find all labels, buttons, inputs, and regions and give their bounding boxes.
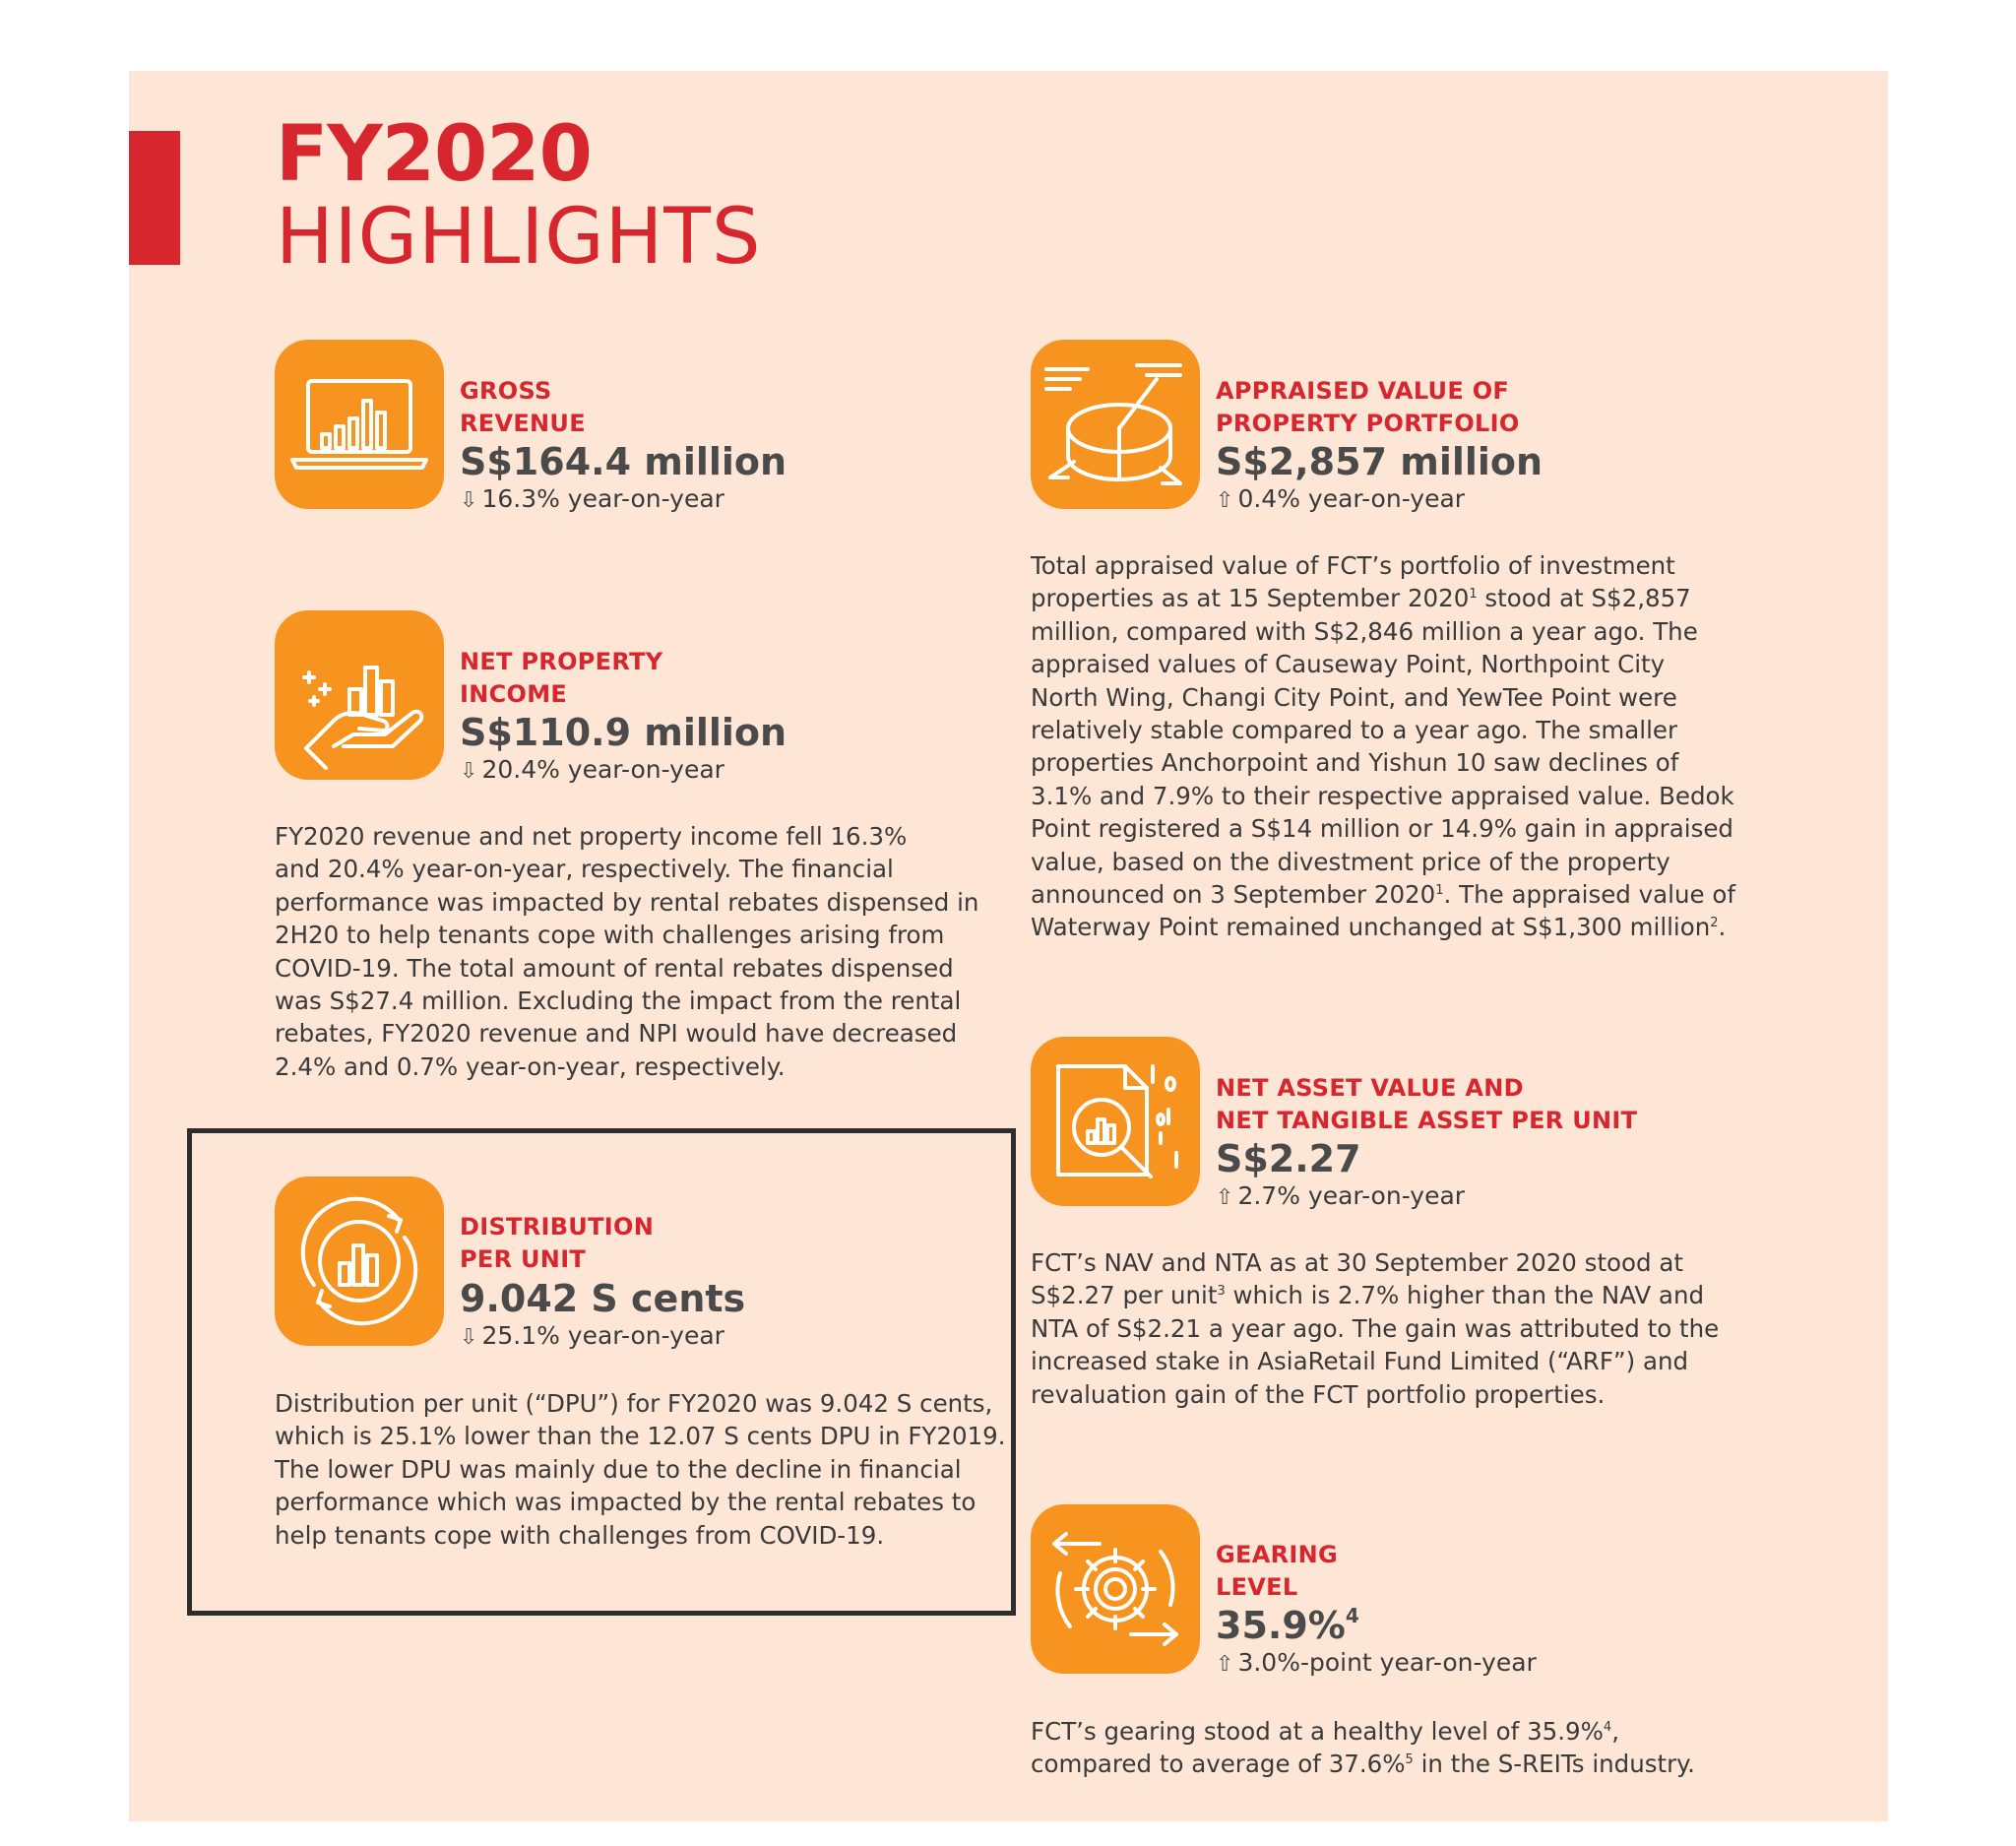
pie-chart-icon (1031, 340, 1200, 509)
document-magnifier-icon (1031, 1037, 1200, 1206)
gross-revenue-change: ⇩ 16.3% year-on-year (460, 484, 724, 513)
hand-growth-chart-icon (275, 610, 444, 780)
page-title-year: FY2020 (276, 110, 592, 199)
page-title: HIGHLIGHTS (276, 193, 762, 282)
arrow-down-icon: ⇩ (460, 1325, 478, 1350)
appraised-value: S$2,857 million (1216, 440, 1544, 483)
appraised-value-description: Total appraised value of FCT’s portfolio of investment properties as at 15 September 2020$^1$ stood at S$2,857 million, compared with S$2,846 million a year ago. The appraised values of Causeway Point, Northpoint City North Wing, Changi City Point, and YewTee Point were relatively stable compared to a year ago. The smaller properties Anchorpoint and Yishun 10 saw declines of 3.1% and 7.9% to their respective appraised value. Bedok Point registered a S$14 million or 14.9% gain in appraised value, based on the divestment price of the property announced on 3 September 2020$^1$. The appraised value of Waterway Point remained unchanged at S$1,300 million$^2$. (1031, 551, 1735, 942)
npi-change: ⇩ 20.4% year-on-year (460, 755, 724, 784)
appraised-value-change: ⇧ 0.4% year-on-year (1216, 484, 1466, 513)
dpu-change: ⇩ 25.1% year-on-year (460, 1321, 724, 1350)
arrow-up-icon: ⇧ (1216, 1652, 1234, 1677)
arrow-down-icon: ⇩ (460, 759, 478, 784)
arrow-down-icon: ⇩ (460, 488, 478, 513)
arrow-up-icon: ⇧ (1216, 1185, 1234, 1210)
npi-value: S$110.9 million (460, 711, 788, 754)
npi-label: NET PROPERTY INCOME (460, 648, 663, 708)
dpu-value: 9.042 S cents (460, 1277, 746, 1320)
gearing-change: ⇧ 3.0%-point year-on-year (1216, 1648, 1537, 1677)
gearing-value: 35.9%$^4$ (1216, 1604, 1359, 1647)
gear-arrows-icon (1031, 1504, 1200, 1674)
accent-bar (129, 131, 180, 265)
appraised-value-label: APPRAISED VALUE OF PROPERTY PORTFOLIO (1216, 377, 1520, 437)
nav-nta-change: ⇧ 2.7% year-on-year (1216, 1181, 1466, 1210)
dpu-description: Distribution per unit (“DPU”) for FY2020 was 9.042 S cents, which is 25.1% lower than the 12.07 S cents DPU in FY2019. The lower DPU was mainly due to the decline in financial performance which was impacted by the rental rebates to help tenants cope with challenges from COVID-19. (275, 1389, 1006, 1550)
cycle-bar-chart-icon (275, 1177, 444, 1346)
arrow-up-icon: ⇧ (1216, 488, 1234, 513)
npi-description: FY2020 revenue and net property income fell 16.3% and 20.4% year-on-year, respectively. The financial performance was impacted by rental rebates dispensed in 2H20 to help tenants cope with challenges arising from COVID-19. The total amount of rental rebates dispensed was S$27.4 million. Excluding the impact from the rental rebates, FY2020 revenue and NPI would have decreased 2.4% and 0.7% year-on-year, respectively. (275, 822, 979, 1081)
gearing-description: FCT’s gearing stood at a healthy level of 35.9%$^4$, compared to average of 37.6%$^5$ in the S-REITs industry. (1031, 1717, 1695, 1779)
gearing-label: GEARING LEVEL (1216, 1541, 1338, 1601)
nav-nta-value: S$2.27 (1216, 1137, 1361, 1180)
nav-nta-label: NET ASSET VALUE AND NET TANGIBLE ASSET PER UNIT (1216, 1074, 1638, 1134)
laptop-bar-chart-icon (275, 340, 444, 509)
gross-revenue-label: GROSS REVENUE (460, 377, 586, 437)
gross-revenue-value: S$164.4 million (460, 440, 788, 483)
dpu-label: DISTRIBUTION PER UNIT (460, 1213, 655, 1273)
nav-nta-description: FCT’s NAV and NTA as at 30 September 2020 stood at S$2.27 per unit$^3$ which is 2.7% higher than the NAV and NTA of S$2.21 a year ago. The gain was attributed to the increased stake in AsiaRetail Fund Limited (“ARF”) and revaluation gain of the FCT portfolio properties. (1031, 1248, 1720, 1409)
